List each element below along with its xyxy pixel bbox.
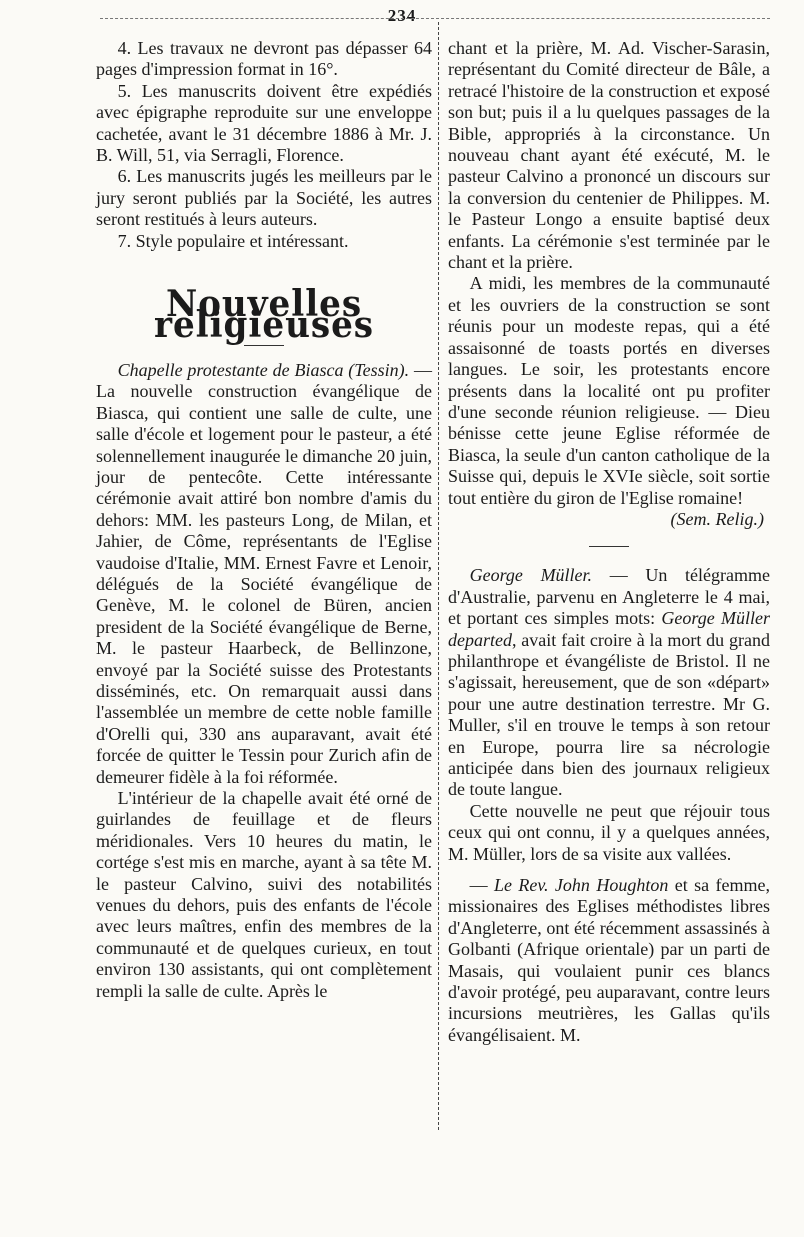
article-source: (Sem. Relig.) — [670, 508, 764, 529]
article-title: George Müller. — [469, 565, 593, 586]
article-paragraph: L'intérieur de la chapelle avait été orné de guirlandes de feuillage et de fleurs méridionales. Vers 10 heures du matin, le cortége s'est mis en marche, ayant à sa tête M. le pasteur Calvino, suivi des notabilités venues du dehors, puis des enfants de l'école avec leurs maîtres, enfin des membres de la communauté et de quelques curieux, en tout environ 130 assistants, qui ont complètement rempli la salle de culte. Après le — [96, 788, 432, 1001]
article-title: Chapelle protestante de Biasca (Tessin). — [117, 359, 410, 380]
article-paragraph — [96, 360, 432, 788]
top-rule — [100, 18, 770, 19]
rule-item: 4. Les travaux ne devront pas dépasser 64 pages d'impression format in 16°. — [96, 38, 432, 80]
article-text: et sa femme, missionaires des Eglises méthodistes libres d'Angleterre, ont été récemment assassinés à Golbanti (Afrique orientale) par un parti de Masais, qui voulaient punir ces blancs d'avoir protégé, peu auparavant, contre leurs incursions meutrières, les Gallas qu'ils évangélisaient. M. — [448, 875, 770, 1045]
telegram-quote: George Müller departed — [448, 608, 770, 650]
article-paragraph: chant et la prière, M. Ad. Vischer-Sarasin, représentant du Comité directeur de Bâle, a retracé l'histoire de la construction et exposé son but; puis il a lu quelques passages de la Bible, appropriés à la circonstance. Un nouveau chant ayant été exécuté, M. le pasteur Calvino a prononcé un discours sur la conversion du centenier de Philippes. M. le Pasteur Longo a ensuite baptisé deux enfants. La cérémonie s'est terminée par le chant et la prière. — [448, 38, 770, 273]
rule-item: 6. Les manuscrits jugés les meilleurs par le jury seront publiés par la Société, les autres seront restitués à leurs auteurs. — [96, 166, 432, 230]
article-paragraph — [448, 875, 770, 1046]
rule-item: 5. Les manuscrits doivent être expédiés avec épigraphe reproduite sur une enveloppe cachetée, avant le 31 décembre 1886 à Mr. J. B. Will, 51, via Serragli, Florence. — [96, 80, 432, 166]
article-paragraph: A midi, les membres de la communauté et les ouvriers de la construction se sont réunis pour un modeste repas, qui a été assaisonné de toasts portés en diverses langues. Le soir, les protestants encore présents dans la localité ont pu profiter d'une seconde réunion religieuse. — Dieu bénisse cette jeune Eglise réformée de Biasca, la seule d'un canton catholique de la Suisse qui, depuis le XVIe siècle, soit sortie tout entière du giron de l'Eglise romaine! — [448, 273, 770, 508]
article-text: — Un télégramme d'Australie, parvenu en Angleterre le 4 mai, et portant ces simples mots: — [448, 565, 770, 629]
rule-item: 7. Style populaire et intéressant. — [117, 230, 349, 251]
article-lead: — — [469, 875, 494, 896]
article-text: — La nouvelle construction évangélique de Biasca, qui contient une salle de culte, une salle d'école et logement pour le pasteur, a été solennellement inaugurée le dimanche 20 juin, jour de pentecôte. Cette intéressante cérémonie avait attiré bon nombre d'amis du dehors: MM. les pasteurs Long, de Milan, et Jahier, de Côme, représentants de l'Eglise vaudoise d'Italie, MM. Ernest Favre et Lenoir, délégués de la Société évangélique de Genève, M. le colonel de Büren, ancien president de la Société évangélique de Berne, M. le pasteur Haarbeck, de Bellinzone, envoyé par la Société suisse des Protestants disséminés, etc. On remarquait aussi dans l'assemblée un membre de cette noble famille d'Orelli qui, 330 ans auparavant, avait été forcée de quitter le Tessin pour Zurich afin de demeurer fidèle à la foi réformée. — [96, 359, 433, 787]
right-column — [448, 38, 770, 1046]
article-paragraph: Cette nouvelle ne peut que réjouir tous ceux qui ont connu, il y a quelques années, M. Müller, lors de sa visite aux vallées. — [448, 800, 770, 864]
column-divider — [438, 22, 439, 1130]
article-title: Le Rev. John Houghton — [494, 875, 669, 896]
page-number: 234 — [387, 6, 417, 25]
section-heading: Nouvelles religieuses — [153, 283, 375, 347]
article-paragraph — [448, 565, 770, 800]
left-column — [96, 38, 432, 1002]
article-text: , avait fait croire à la mort du grand philanthrope et évangéliste de Bristol. Il ne s'agissait, hereusement, que de son «départ» pour une autre destination terrestre. Mr G. Muller, s'il en trouve le temps à son retour en Europe, pourra lire sa nécrologie anticipée dans bien des journaux religieux de toute langue. — [448, 629, 770, 800]
article-rule — [589, 546, 629, 547]
